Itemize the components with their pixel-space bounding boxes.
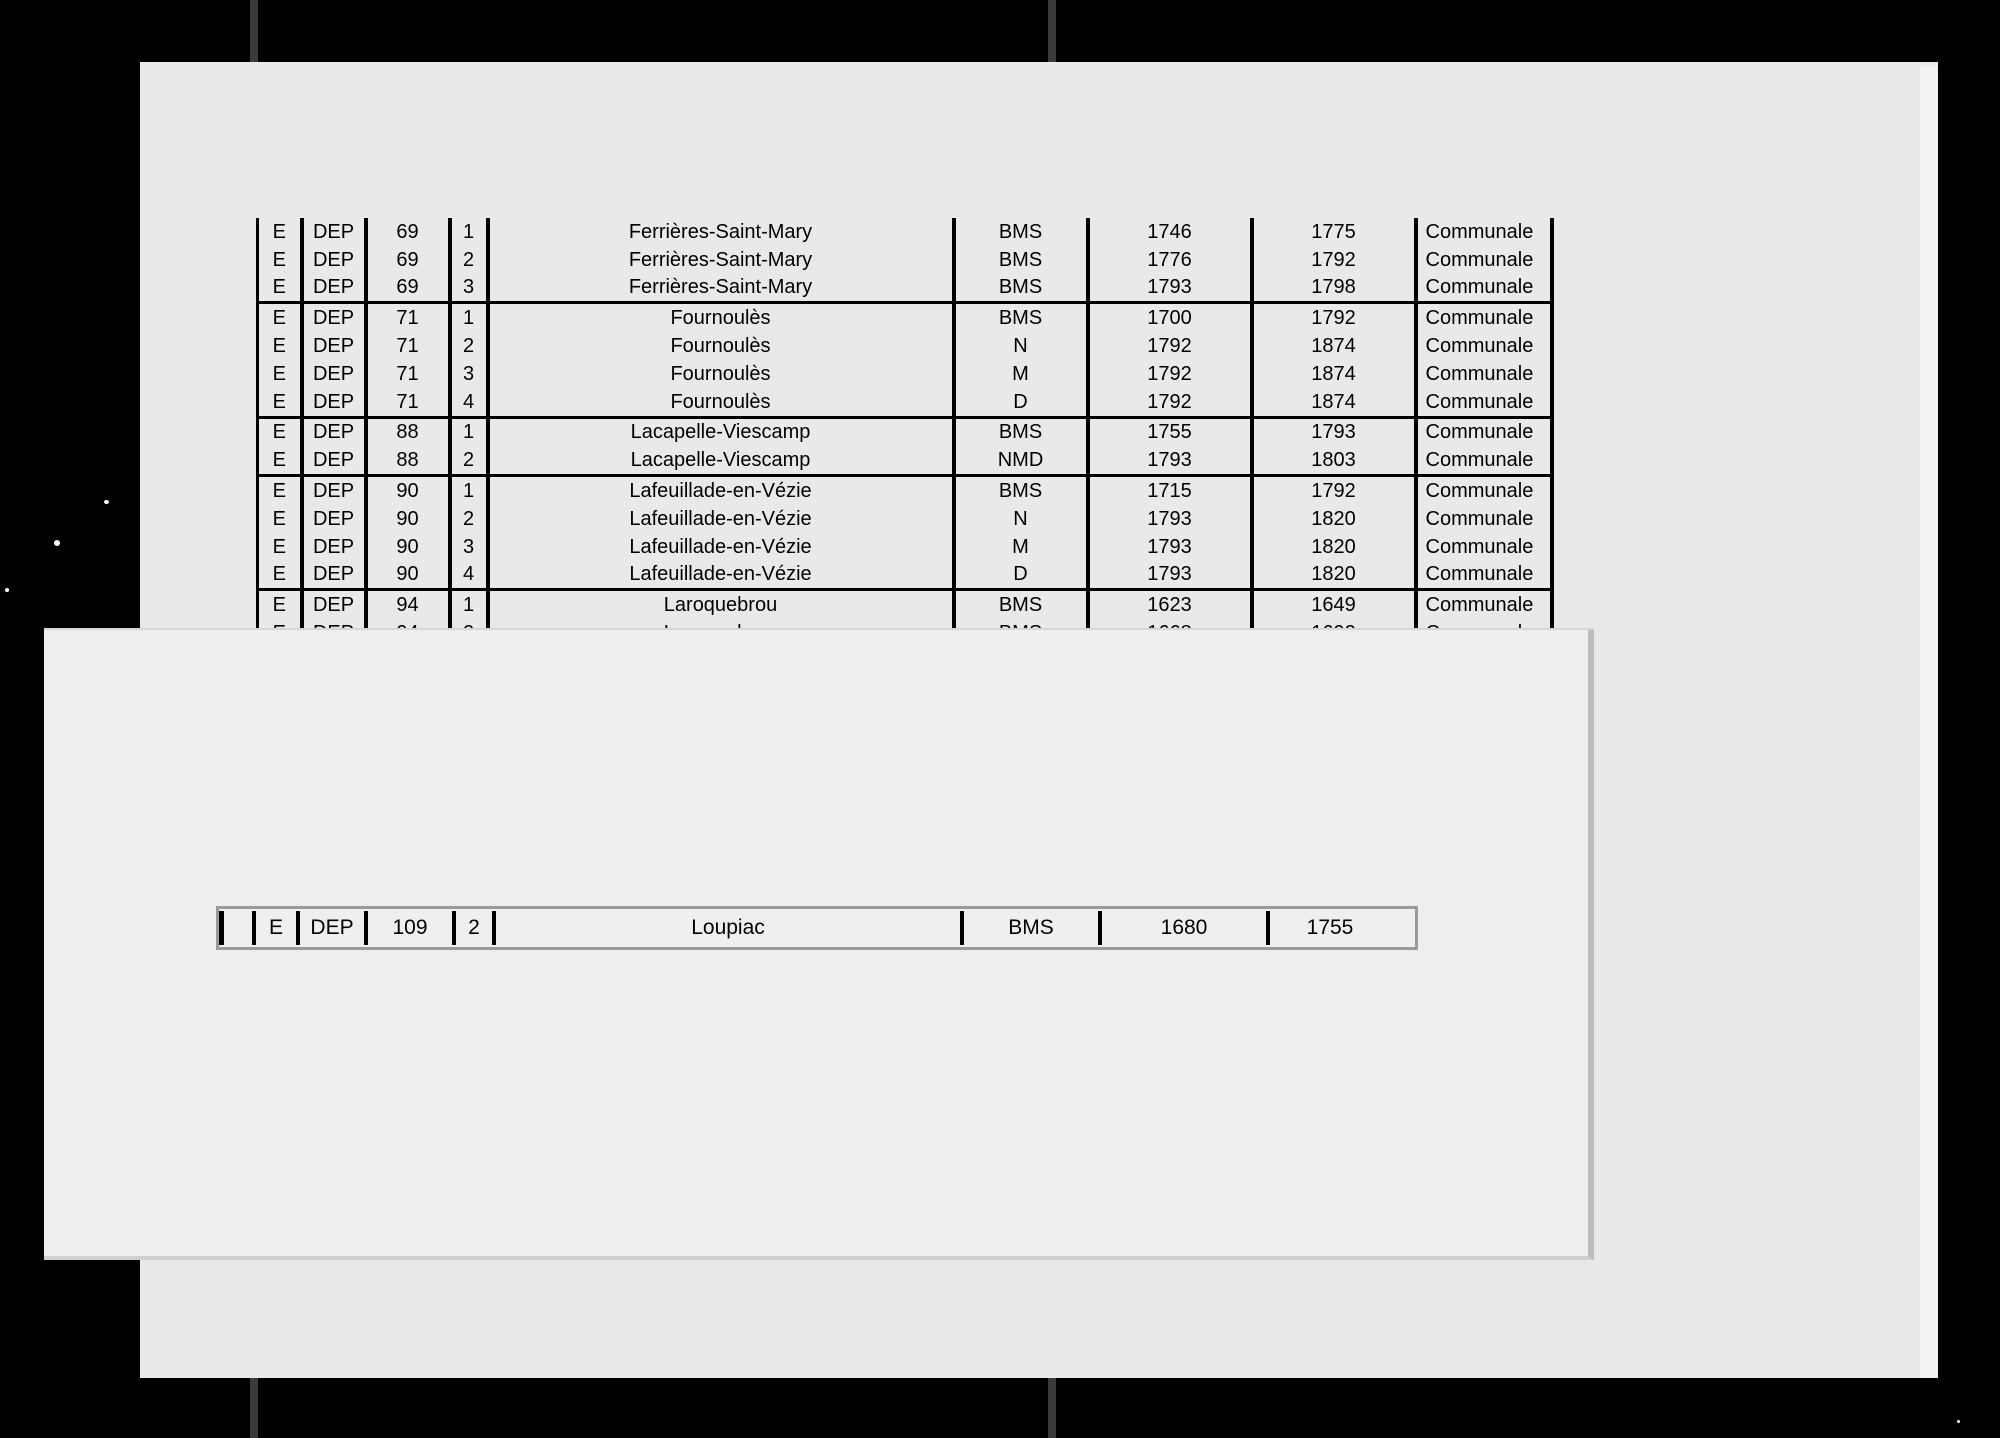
table-row bbox=[258, 274, 1552, 303]
table-row bbox=[258, 476, 1552, 505]
cell-start-year: 1623 bbox=[1088, 590, 1252, 619]
cell-kind: Communale bbox=[1416, 388, 1552, 417]
cell-start-year: 1755 bbox=[1088, 417, 1252, 446]
cell-number: 90 bbox=[366, 533, 450, 561]
table-row bbox=[258, 533, 1552, 561]
table-row bbox=[258, 446, 1552, 475]
cell-series: E bbox=[258, 274, 302, 303]
card-cell-item: 2 bbox=[452, 911, 492, 945]
cell-sub-series: DEP bbox=[302, 476, 366, 505]
cell-series: E bbox=[258, 388, 302, 417]
cell-number: 94 bbox=[366, 590, 450, 619]
cell-item: 3 bbox=[450, 274, 488, 303]
cell-sub-series: DEP bbox=[302, 561, 366, 590]
cell-kind: Communale bbox=[1416, 303, 1552, 332]
cell-kind: Communale bbox=[1416, 274, 1552, 303]
cell-end-year: 1820 bbox=[1252, 533, 1416, 561]
cell-end-year: 1820 bbox=[1252, 561, 1416, 590]
table-row bbox=[258, 360, 1552, 388]
cell-item: 1 bbox=[450, 476, 488, 505]
cell-start-year: 1792 bbox=[1088, 388, 1252, 417]
cell-end-year: 1874 bbox=[1252, 388, 1416, 417]
cell-kind: Communale bbox=[1416, 246, 1552, 274]
cell-kind: Communale bbox=[1416, 505, 1552, 533]
cell-sub-series: DEP bbox=[302, 274, 366, 303]
cell-sub-series: DEP bbox=[302, 303, 366, 332]
cell-end-year: 1798 bbox=[1252, 274, 1416, 303]
cell-sub-series: DEP bbox=[302, 218, 366, 246]
table-row bbox=[258, 561, 1552, 590]
cell-kind: Communale bbox=[1416, 218, 1552, 246]
cell-commune: Ferrières-Saint-Mary bbox=[488, 218, 954, 246]
cell-item: 3 bbox=[450, 533, 488, 561]
cell-commune: Laroquebrou bbox=[488, 590, 954, 619]
film-speck bbox=[1957, 1420, 1960, 1423]
cell-commune: Lafeuillade-en-Vézie bbox=[488, 505, 954, 533]
cell-start-year: 1792 bbox=[1088, 332, 1252, 360]
cell-number: 69 bbox=[366, 218, 450, 246]
card-cell-number: 109 bbox=[364, 911, 452, 945]
cell-series: E bbox=[258, 446, 302, 475]
cell-item: 4 bbox=[450, 561, 488, 590]
cell-item: 2 bbox=[450, 505, 488, 533]
table-row bbox=[258, 303, 1552, 332]
cell-series: E bbox=[258, 505, 302, 533]
cell-commune: Lacapelle-Viescamp bbox=[488, 446, 954, 475]
cell-item: 4 bbox=[450, 388, 488, 417]
cell-series: E bbox=[258, 417, 302, 446]
cell-commune: Lafeuillade-en-Vézie bbox=[488, 561, 954, 590]
card-cell-series: E bbox=[252, 911, 296, 945]
cell-number: 90 bbox=[366, 505, 450, 533]
cell-commune: Fournoulès bbox=[488, 360, 954, 388]
cell-end-year: 1874 bbox=[1252, 332, 1416, 360]
cell-item: 1 bbox=[450, 303, 488, 332]
cell-type: BMS bbox=[954, 246, 1088, 274]
cell-series: E bbox=[258, 476, 302, 505]
cell-end-year: 1874 bbox=[1252, 360, 1416, 388]
cell-kind: Communale bbox=[1416, 533, 1552, 561]
cell-end-year: 1775 bbox=[1252, 218, 1416, 246]
cell-kind: Communale bbox=[1416, 360, 1552, 388]
cell-series: E bbox=[258, 561, 302, 590]
cell-number: 69 bbox=[366, 274, 450, 303]
cell-type: N bbox=[954, 505, 1088, 533]
cell-kind: Communale bbox=[1416, 561, 1552, 590]
cell-number: 69 bbox=[366, 246, 450, 274]
cell-item: 2 bbox=[450, 246, 488, 274]
cell-commune: Fournoulès bbox=[488, 303, 954, 332]
document-back-page-edge bbox=[1920, 66, 1938, 1378]
cell-item: 1 bbox=[450, 218, 488, 246]
cell-number: 88 bbox=[366, 417, 450, 446]
cell-series: E bbox=[258, 246, 302, 274]
cell-kind: Communale bbox=[1416, 446, 1552, 475]
cell-type: D bbox=[954, 561, 1088, 590]
card-cell-start-year: 1680 bbox=[1098, 911, 1266, 945]
cell-type: BMS bbox=[954, 476, 1088, 505]
cell-commune: Ferrières-Saint-Mary bbox=[488, 246, 954, 274]
cell-number: 71 bbox=[366, 332, 450, 360]
card-cell-sub-series: DEP bbox=[296, 911, 364, 945]
cell-commune: Lacapelle-Viescamp bbox=[488, 417, 954, 446]
cell-type: M bbox=[954, 360, 1088, 388]
cell-start-year: 1793 bbox=[1088, 446, 1252, 475]
card-cell-blank bbox=[219, 911, 252, 945]
cell-number: 71 bbox=[366, 303, 450, 332]
card-cell-end-year: 1755 bbox=[1266, 911, 1390, 945]
cell-type: BMS bbox=[954, 218, 1088, 246]
cell-number: 71 bbox=[366, 388, 450, 417]
card-cell-commune: Loupiac bbox=[492, 911, 960, 945]
cell-type: D bbox=[954, 388, 1088, 417]
cell-kind: Communale bbox=[1416, 417, 1552, 446]
table-row bbox=[258, 505, 1552, 533]
cell-type: NMD bbox=[954, 446, 1088, 475]
register-table-body bbox=[258, 218, 1552, 647]
cell-item: 1 bbox=[450, 590, 488, 619]
cell-end-year: 1649 bbox=[1252, 590, 1416, 619]
cell-sub-series: DEP bbox=[302, 246, 366, 274]
cell-commune: Lafeuillade-en-Vézie bbox=[488, 476, 954, 505]
cell-commune: Fournoulès bbox=[488, 388, 954, 417]
cell-end-year: 1792 bbox=[1252, 303, 1416, 332]
cell-type: BMS bbox=[954, 274, 1088, 303]
film-speck bbox=[54, 540, 60, 546]
cell-item: 3 bbox=[450, 360, 488, 388]
cell-sub-series: DEP bbox=[302, 332, 366, 360]
cell-start-year: 1793 bbox=[1088, 561, 1252, 590]
cell-kind: Communale bbox=[1416, 332, 1552, 360]
cell-commune: Ferrières-Saint-Mary bbox=[488, 274, 954, 303]
cell-end-year: 1792 bbox=[1252, 246, 1416, 274]
table-row bbox=[258, 332, 1552, 360]
card-cell-type: BMS bbox=[960, 911, 1098, 945]
cell-sub-series: DEP bbox=[302, 533, 366, 561]
cell-series: E bbox=[258, 533, 302, 561]
cell-type: N bbox=[954, 332, 1088, 360]
table-row bbox=[258, 246, 1552, 274]
table-row bbox=[258, 388, 1552, 417]
cell-sub-series: DEP bbox=[302, 446, 366, 475]
register-table bbox=[256, 218, 1554, 647]
film-speck bbox=[104, 500, 109, 504]
overlay-card bbox=[44, 630, 1594, 1260]
table-row bbox=[258, 218, 1552, 246]
cell-item: 2 bbox=[450, 332, 488, 360]
cell-start-year: 1793 bbox=[1088, 505, 1252, 533]
cell-series: E bbox=[258, 218, 302, 246]
cell-end-year: 1792 bbox=[1252, 476, 1416, 505]
cell-type: BMS bbox=[954, 303, 1088, 332]
cell-start-year: 1792 bbox=[1088, 360, 1252, 388]
cell-kind: Communale bbox=[1416, 476, 1552, 505]
cell-commune: Fournoulès bbox=[488, 332, 954, 360]
cell-series: E bbox=[258, 303, 302, 332]
cell-type: BMS bbox=[954, 417, 1088, 446]
cell-series: E bbox=[258, 590, 302, 619]
cell-sub-series: DEP bbox=[302, 590, 366, 619]
cell-number: 90 bbox=[366, 561, 450, 590]
cell-start-year: 1793 bbox=[1088, 533, 1252, 561]
cell-end-year: 1803 bbox=[1252, 446, 1416, 475]
cell-series: E bbox=[258, 332, 302, 360]
cell-start-year: 1776 bbox=[1088, 246, 1252, 274]
card-table-row bbox=[216, 906, 1418, 950]
cell-type: BMS bbox=[954, 590, 1088, 619]
cell-commune: Lafeuillade-en-Vézie bbox=[488, 533, 954, 561]
cell-kind: Communale bbox=[1416, 590, 1552, 619]
cell-start-year: 1700 bbox=[1088, 303, 1252, 332]
cell-item: 1 bbox=[450, 417, 488, 446]
cell-start-year: 1793 bbox=[1088, 274, 1252, 303]
cell-sub-series: DEP bbox=[302, 417, 366, 446]
table-row bbox=[258, 590, 1552, 619]
cell-end-year: 1820 bbox=[1252, 505, 1416, 533]
cell-sub-series: DEP bbox=[302, 505, 366, 533]
cell-number: 90 bbox=[366, 476, 450, 505]
cell-number: 88 bbox=[366, 446, 450, 475]
table-row bbox=[258, 417, 1552, 446]
cell-start-year: 1746 bbox=[1088, 218, 1252, 246]
cell-series: E bbox=[258, 360, 302, 388]
cell-sub-series: DEP bbox=[302, 360, 366, 388]
film-speck bbox=[5, 588, 9, 592]
cell-number: 71 bbox=[366, 360, 450, 388]
cell-start-year: 1715 bbox=[1088, 476, 1252, 505]
cell-end-year: 1793 bbox=[1252, 417, 1416, 446]
cell-item: 2 bbox=[450, 446, 488, 475]
cell-type: M bbox=[954, 533, 1088, 561]
cell-sub-series: DEP bbox=[302, 388, 366, 417]
